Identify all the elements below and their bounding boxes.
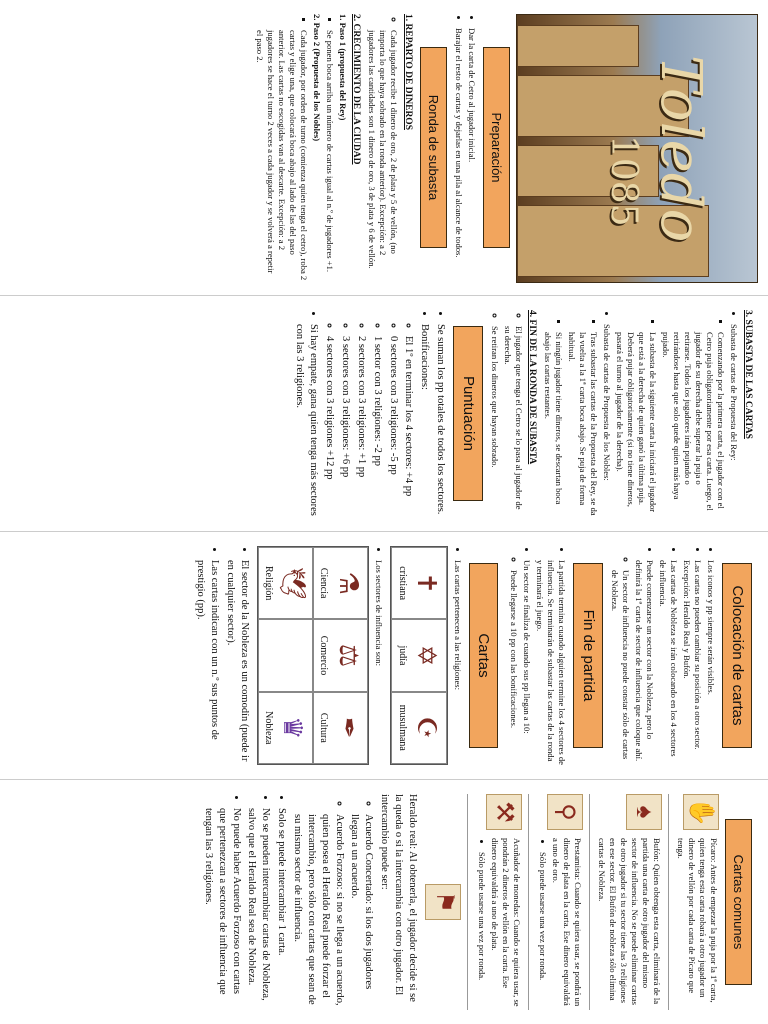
list-item: • Dar la carta de Cetro al jugador inicial. (466, 28, 477, 281)
religion-label: judía (396, 645, 408, 666)
puntuacion-title: Puntuación (453, 326, 483, 501)
bonus-item: ◦ 4 sectores con 3 religiones +12 pp (322, 336, 336, 517)
paso1-text: ▪ Se ponen boca arriba un número de cartas igual al n.º de jugadores +1. (324, 30, 335, 281)
sector-label: Religión (263, 565, 275, 601)
s2-title: 2. CRECIMIENTO DE LA CIUDAD (351, 14, 362, 165)
fin-title: Fin de partida (573, 563, 603, 748)
cover-logo: Toledo (648, 55, 713, 243)
crown-icon: ♛ (278, 716, 308, 740)
bonus-item: ◦ 2 sectores con 3 religiones: +1 pp (354, 336, 368, 517)
bonus-item: ◦ 3 sectores con 3 religiones: +6 pp (338, 336, 352, 517)
sector-label: Nobleza (263, 711, 275, 745)
heraldo-d: • No se pueden intercambiar cartas de Nobleza, salvo que el Heraldo Real sea de Nobleza. (245, 808, 273, 1010)
quill-icon: ✒ (333, 716, 363, 739)
picaro-text: Pícaro: Antes de empezar la puja por la 1ª carta, quien tenga esta carta robará a otro jugador un dinero de vellón por cada carta de Pícaro que tenga. (675, 838, 719, 1003)
heraldo-e: • No puede haber Acuerdo Forzoso con cartas que pertenezcan a sectores de influencia que tengan las 3 religiones. (201, 808, 243, 1010)
s3-d: ▪ Si ningún jugador tiene dineros, se descartan boca abajo las cartas restantes. (542, 332, 564, 517)
preparacion-title: Preparación (483, 47, 510, 248)
bufon-text: Bufón: Quien obtenga esta carta, eliminará de la partida una carta de otro jugador del mismo sector de influencia. No se puede eliminar cartas de otro jugador si tu sector tiene las 3 religiones en ese sector. El Bufón de nobleza sólo elimina cartas de Nobleza. (596, 838, 662, 1006)
cover-year: 1085 (603, 135, 644, 227)
paso1-title: 1. Paso 1 (propuesta del Rey) (337, 14, 348, 121)
punt-c: • Si hay empate, gana quien tenga más sectores con las 3 religiones. (293, 324, 321, 517)
cross-icon: ✝ (411, 572, 441, 595)
heraldo-a: ◦ Acuerdo Concertado: si los dos jugadores llegan a un acuerdo. (348, 814, 376, 1010)
heraldo-b: ◦ Acuerdo Forzoso: si no se llega a un acuerdo, quien posea el Heraldo Real puede forzar el intercambio, pero sólo con cartas que sean de su mismo sector de influencia. (290, 814, 345, 1010)
col-item: • Las cartas de Nobleza se irán colocando en los 4 sectores de influencia. (657, 560, 679, 765)
s3-intro: • Subasta de cartas de Propuesta del Rey: (728, 324, 739, 517)
s3-c: ▪ Tras subastar las cartas de la Propuesta del Rey, se da la vuelta a la 1ª carta boca abajo. Se puja de forma habitual. (566, 332, 599, 517)
s4-b: ◦ Se retiran los dineros que hayan sobrado. (489, 326, 500, 517)
comunes-title: Cartas comunes (725, 819, 752, 984)
list-item: • Barajar el resto de cartas y dejarlas en una pila al alcance de todos. (453, 28, 464, 281)
sector-grid (257, 546, 369, 765)
punt-b: • Bonificaciones: (417, 324, 431, 517)
s3-nobles: • Subasta de cartas de Propuesta de los Nobles: (601, 324, 612, 517)
s3-a: ▪ Comenzando por la primera carta, el jugador con el Cetro puja obligatoriamente por esa carta. Luego, el jugador de su derecha debe superar la puja o retirarse. Todos los jugadores irán pujando o retirándose hasta que solo quede quien más haya pujado. (660, 332, 726, 517)
bufon-icon: ♠ (626, 794, 662, 830)
crescent-icon: ☪ (411, 716, 441, 740)
s3-title: 3. SUBASTA DE LAS CARTAS (743, 310, 753, 439)
panel-comunes (0, 780, 768, 1024)
punt-a: • Se suman los pp totales de todos los sectores. (433, 324, 447, 517)
prestamista-text: Prestamista: Cuando se quiera usar, se pondrá un dinero de plata en la carta. Ese dinero equivaldrá a uno de oro. (550, 838, 583, 1007)
heraldo-text: Heraldo real: Al obtenerla, el jugador decide si se la queda o si la intercambia con otro jugador. El intercambio puede ser: (379, 794, 418, 1002)
c-a: • El sector de la Nobleza es un comodín (puede ir en cualquier sector). (223, 560, 251, 765)
prestamista-icon: ⚲ (547, 794, 583, 830)
panel-subasta (0, 296, 768, 532)
prep-list (453, 14, 477, 281)
sector-label: Comercio (318, 635, 330, 676)
star-of-david-icon: ✡ (411, 644, 441, 667)
panel-preparation (0, 0, 768, 296)
c-b: • Las cartas indican con un n.º sus puntos de prestigio (pp). (194, 560, 222, 765)
col-item: ◦ Un sector de influencia no puede constar sólo de cartas de Nobleza. (609, 570, 631, 765)
s4-a: ◦ El jugador que tenga el Cetro se lo pasa al jugador de su derecha. (502, 326, 524, 517)
religion-label: cristiana (396, 566, 408, 601)
rel-intro: • Las cartas pertenecen a las religiones: (452, 560, 463, 765)
dove-icon: 🕊 (278, 566, 308, 600)
bonus-item: ◦ El 1º en terminar los 4 sectores: +4 pp (402, 336, 416, 517)
sector-label: Ciencia (318, 567, 330, 599)
col-item: • Los iconos y pp siempre serán visibles. (705, 560, 716, 765)
cartas-title: Cartas (469, 563, 499, 748)
prestamista-note: • Sólo puede usarse una vez por ronda. (537, 852, 548, 1010)
s1-text: ◦ Cada jugador recibe 1 dinero de oro, 2 de plata y 5 de vellón, (no importa lo que haya sobrado en la ronda anterior). Excepción: a 2 jugadores las cantidades son 1 dinero de oro, 3 de plata y 6 de vellón. (366, 30, 399, 281)
cover-image (516, 14, 758, 283)
acunador-text: Acuñador de monedas: Cuando se quiera usar, se pondrán 2 dineros de vellón en la carta. Ese dinero equivaldrá a uno de plata. (489, 838, 522, 1007)
acunador-icon: ⚒ (486, 794, 522, 830)
bonus-item: ◦ 1 sector con 3 religiones: -2 pp (370, 336, 384, 517)
fin-b: • Un sector se finaliza de cuando sus pp llegan a 10: (521, 560, 532, 765)
bonus-item: ◦ 0 sectores con 3 religiones: -5 pp (386, 336, 400, 517)
religion-grid (390, 546, 447, 765)
sec-intro: • Los sectores de influencia son: (373, 560, 384, 765)
s1-title: 1. REPARTO DE DINEROS (402, 14, 413, 130)
fin-a: • La partida termina cuando alguien termine los 4 sectores de influencia. Se terminarán de subastar las cartas de la ronda y terminará el juego. (534, 560, 567, 765)
col-item: • Puede comenzarse un sector con la Nobleza, pero lo definirá la 1ª carta de sector de influencia que coloque ahí. (633, 560, 655, 765)
scales-icon: ⚖ (333, 643, 363, 668)
col-item: • Las cartas no pueden cambiar su posición a otro sector. Excepción: Heraldo Real y Bufón. (681, 560, 703, 765)
paso2-text: ▪ Cada jugador, por orden de turno (comienza quien tenga el cetro), roba 2 cartas y elige una, que colocará boca abajo al lado de las del paso anterior. Las cartas no escogidas van al descarte. Excepción: a 2 jugadores se hace el turno 2 veces a cada jugador y se volverá a repetir el paso 2. (254, 30, 309, 281)
acunador-note: • Sólo puede usarse una vez por ronda. (476, 852, 487, 1010)
panel-cartas (0, 532, 768, 780)
religion-label: musulmana (396, 704, 408, 751)
subasta-title: Ronda de subasta (420, 47, 447, 248)
heraldo-icon: ⚑ (425, 884, 461, 920)
picaro-icon: ✋ (683, 794, 719, 830)
fin-c: ◦ Puede llegarse a 10 pp con las bonificaciones. (508, 570, 519, 765)
s4-title: 4. FIN DE LA RONDA DE SUBASTA (527, 310, 538, 465)
heraldo-c: • Solo se puede intercambiar 1 carta. (274, 808, 288, 1010)
s3-b: ▪ La subasta de la siguiente carta la iniciará el jugador que está a la derecha de quien ganó la última puja. Deberá pujar obligatoriamente (si no tiene dineros, pasará el turno al jugador de la derecha). (614, 332, 658, 517)
compass-icon: ⚗ (333, 571, 363, 595)
colocacion-title: Colocación de cartas (722, 563, 752, 748)
sector-label: Cultura (318, 712, 330, 743)
paso2-title: 2. Paso 2 (Propuesta de los Nobles) (311, 14, 322, 142)
